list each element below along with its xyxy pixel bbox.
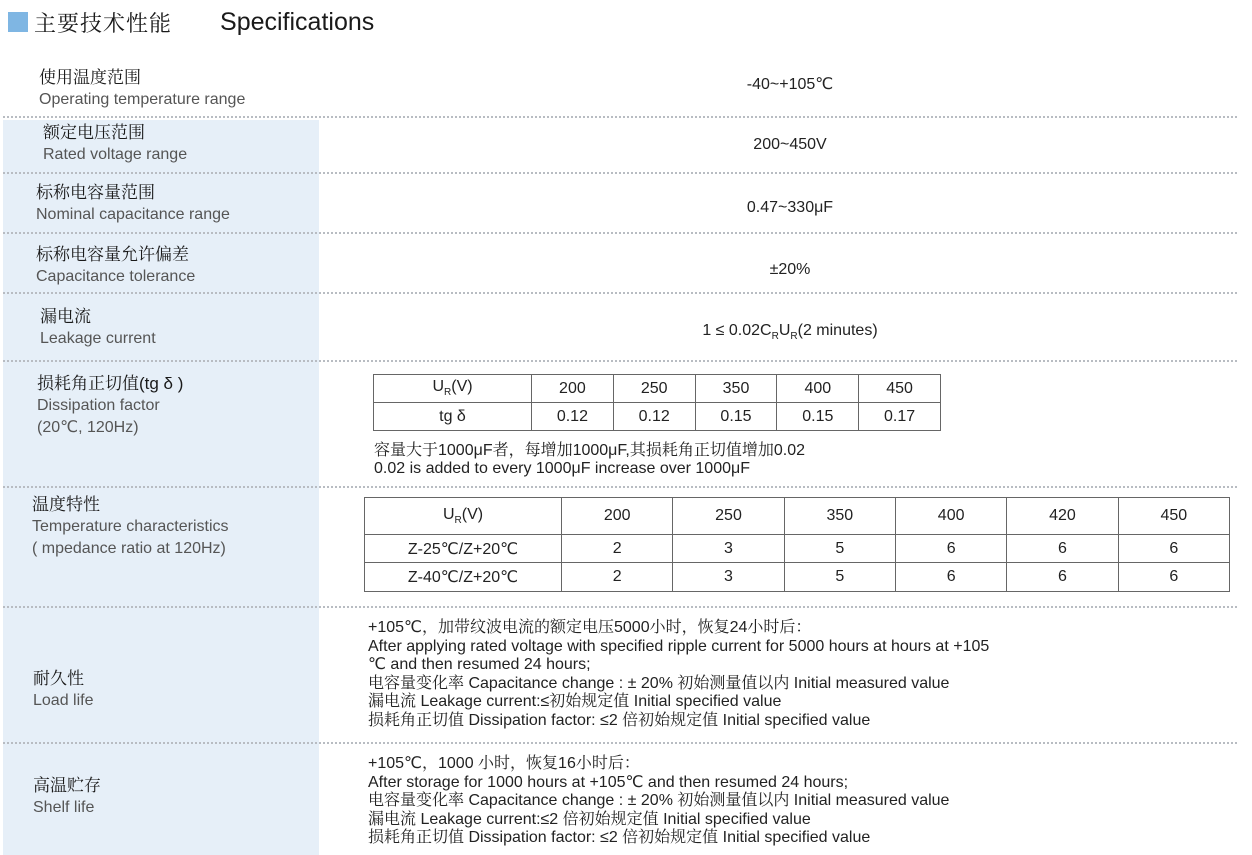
tolerance-value: ±20% [769,261,811,278]
leakage-label-cn: 漏电流 [40,307,91,326]
row-separator [3,232,1237,234]
dissipation-note-en: 0.02 is added to every 1000μF increase over 1000μF [374,460,750,477]
temp-char-header-row [365,498,1230,535]
tolerance-label-en: Capacitance tolerance [36,268,196,285]
dissipation-voltage-cell: 350 [695,375,777,403]
temp-char-label-en: Temperature characteristics [32,518,229,535]
temp-char-voltage-cell: 450 [1118,498,1229,535]
temp-char-label-cn: 温度特性 [32,495,100,514]
dissipation-value-cell: 0.15 [695,403,777,431]
capacitance-label-cn: 标称电容量范围 [36,183,155,202]
title-cn: 主要技术性能 [34,10,173,36]
dissipation-voltage-cell: 400 [777,375,859,403]
op-temp-value: -40~+105℃ [746,76,834,93]
temp-char-table [364,497,1230,592]
temp-char-row-z40 [365,563,1230,592]
shelf-life-line: 损耗角正切值 Dissipation factor: ≤2 倍初始规定值 Initial specified value [368,829,871,846]
header-u: U [442,505,455,523]
dissipation-value-cell: 0.17 [859,403,941,431]
dissipation-value-row [374,403,941,431]
load-life-text [368,619,989,730]
dissipation-table [373,374,941,431]
temp-char-row-label: Z-40℃/Z+20℃ [365,563,562,592]
temp-char-cell: 6 [1118,563,1229,592]
capacitance-label [36,182,230,226]
row-separator [3,116,1237,118]
temp-char-cell: 2 [562,563,673,592]
header-sub: R [454,515,462,527]
load-life-label [33,668,94,712]
dissipation-value-cell: 0.12 [613,403,695,431]
shelf-life-line: 电容量变化率 Capacitance change : ± 20% 初始测量值以内 Initial measured value [368,792,950,809]
load-life-label-cn: 耐久性 [33,669,84,688]
leakage-value-b: U [778,322,791,339]
load-life-line: +105℃，加带纹波电流的额定电压5000小时，恢复24小时后： [368,619,812,636]
temp-char-header-label [365,498,562,535]
tolerance-label-cn: 标称电容量允许偏差 [36,245,189,264]
temp-char-voltage-cell: 350 [784,498,895,535]
dissipation-voltage-cell: 250 [613,375,695,403]
header-v: (V) [461,505,484,523]
temp-char-cell: 6 [1118,535,1229,563]
temp-char-cell: 3 [673,535,784,563]
dissipation-label [37,373,183,439]
voltage-label [43,122,187,166]
dissipation-voltage-cell: 200 [532,375,614,403]
row-separator [3,360,1237,362]
temp-char-voltage-cell: 420 [1007,498,1118,535]
capacitance-value: 0.47~330μF [746,199,834,216]
title-en: Specifications [220,7,375,36]
dissipation-note [374,442,805,478]
load-life-line: 漏电流 Leakage current:≤初始规定值 Initial specified value [368,693,782,710]
op-temp-label [39,67,245,111]
leakage-sub-1: R [771,331,779,343]
shelf-life-label-en: Shelf life [33,799,95,816]
dissipation-header-label [374,375,532,403]
load-life-label-en: Load life [33,692,94,709]
dissipation-header-row [374,375,941,403]
header-u: U [432,378,444,396]
load-life-line: After applying rated voltage with specified ripple current for 5000 hours at hours at +105 [368,637,990,655]
row-separator [3,606,1237,608]
temp-char-cell: 5 [784,563,895,592]
temp-char-row-label: Z-25℃/Z+20℃ [365,535,562,563]
temp-char-row-z25 [365,535,1230,563]
temp-char-voltage-cell: 400 [895,498,1006,535]
temp-char-voltage-cell: 250 [673,498,784,535]
op-temp-label-en: Operating temperature range [39,91,246,108]
voltage-label-cn: 额定电压范围 [43,123,145,142]
temp-char-label [32,494,229,560]
row-separator [3,742,1237,744]
voltage-value: 200~450V [753,136,827,153]
leakage-value-c: (2 minutes) [797,322,878,339]
header-sub: R [444,387,452,399]
leakage-label-en: Leakage current [40,330,156,347]
temp-char-voltage-cell: 200 [562,498,673,535]
temp-char-cell: 6 [1007,535,1118,563]
shelf-life-line: After storage for 1000 hours at +105℃ and then resumed 24 hours; [368,773,849,791]
dissipation-value-cell: 0.12 [532,403,614,431]
capacitance-label-en: Nominal capacitance range [36,206,230,223]
dissipation-row-label: tg δ [374,403,532,431]
page-header [8,6,374,38]
header-v: (V) [451,378,473,396]
tolerance-label [36,244,195,288]
shelf-life-text [368,755,949,848]
shelf-life-label [33,775,101,819]
leakage-value [640,322,940,342]
temp-char-cell: 5 [784,535,895,563]
dissipation-note-cn: 容量大于1000μF者，每增加1000μF,其损耗角正切值增加0.02 [374,442,805,459]
temp-char-cell: 2 [562,535,673,563]
row-separator [3,172,1237,174]
shelf-life-line: +105℃，1000 小时，恢复16小时后： [368,755,640,772]
shelf-life-line: 漏电流 Leakage current:≤2 倍初始规定值 Initial specified value [368,810,811,828]
dissipation-label-en2: (20℃, 120Hz) [37,419,139,436]
dissipation-voltage-cell: 450 [859,375,941,403]
leakage-sub-2: R [790,331,798,343]
temp-char-cell: 3 [673,563,784,592]
dissipation-label-en: Dissipation factor [37,397,160,414]
temp-char-label-en2: ( mpedance ratio at 120Hz) [32,540,226,557]
dissipation-value-cell: 0.15 [777,403,859,431]
voltage-label-en: Rated voltage range [43,146,188,163]
temp-char-cell: 6 [895,535,1006,563]
header-marker-square [8,12,28,32]
load-life-line: ℃ and then resumed 24 hours; [368,656,591,673]
load-life-line: 损耗角正切值 Dissipation factor: ≤2 倍初始规定值 Initial specified value [368,711,871,729]
leakage-label [40,306,156,350]
row-separator [3,292,1237,294]
op-temp-label-cn: 使用温度范围 [39,68,141,87]
temp-char-cell: 6 [1007,563,1118,592]
row-separator [3,486,1237,488]
shelf-life-label-cn: 高温贮存 [33,776,101,795]
temp-char-cell: 6 [895,563,1006,592]
leakage-value-a: 1 ≤ 0.02C [702,322,772,339]
dissipation-label-cn: 损耗角正切值(tg δ ) [37,374,184,393]
load-life-line: 电容量变化率 Capacitance change : ± 20% 初始测量值以内 Initial measured value [368,674,950,692]
